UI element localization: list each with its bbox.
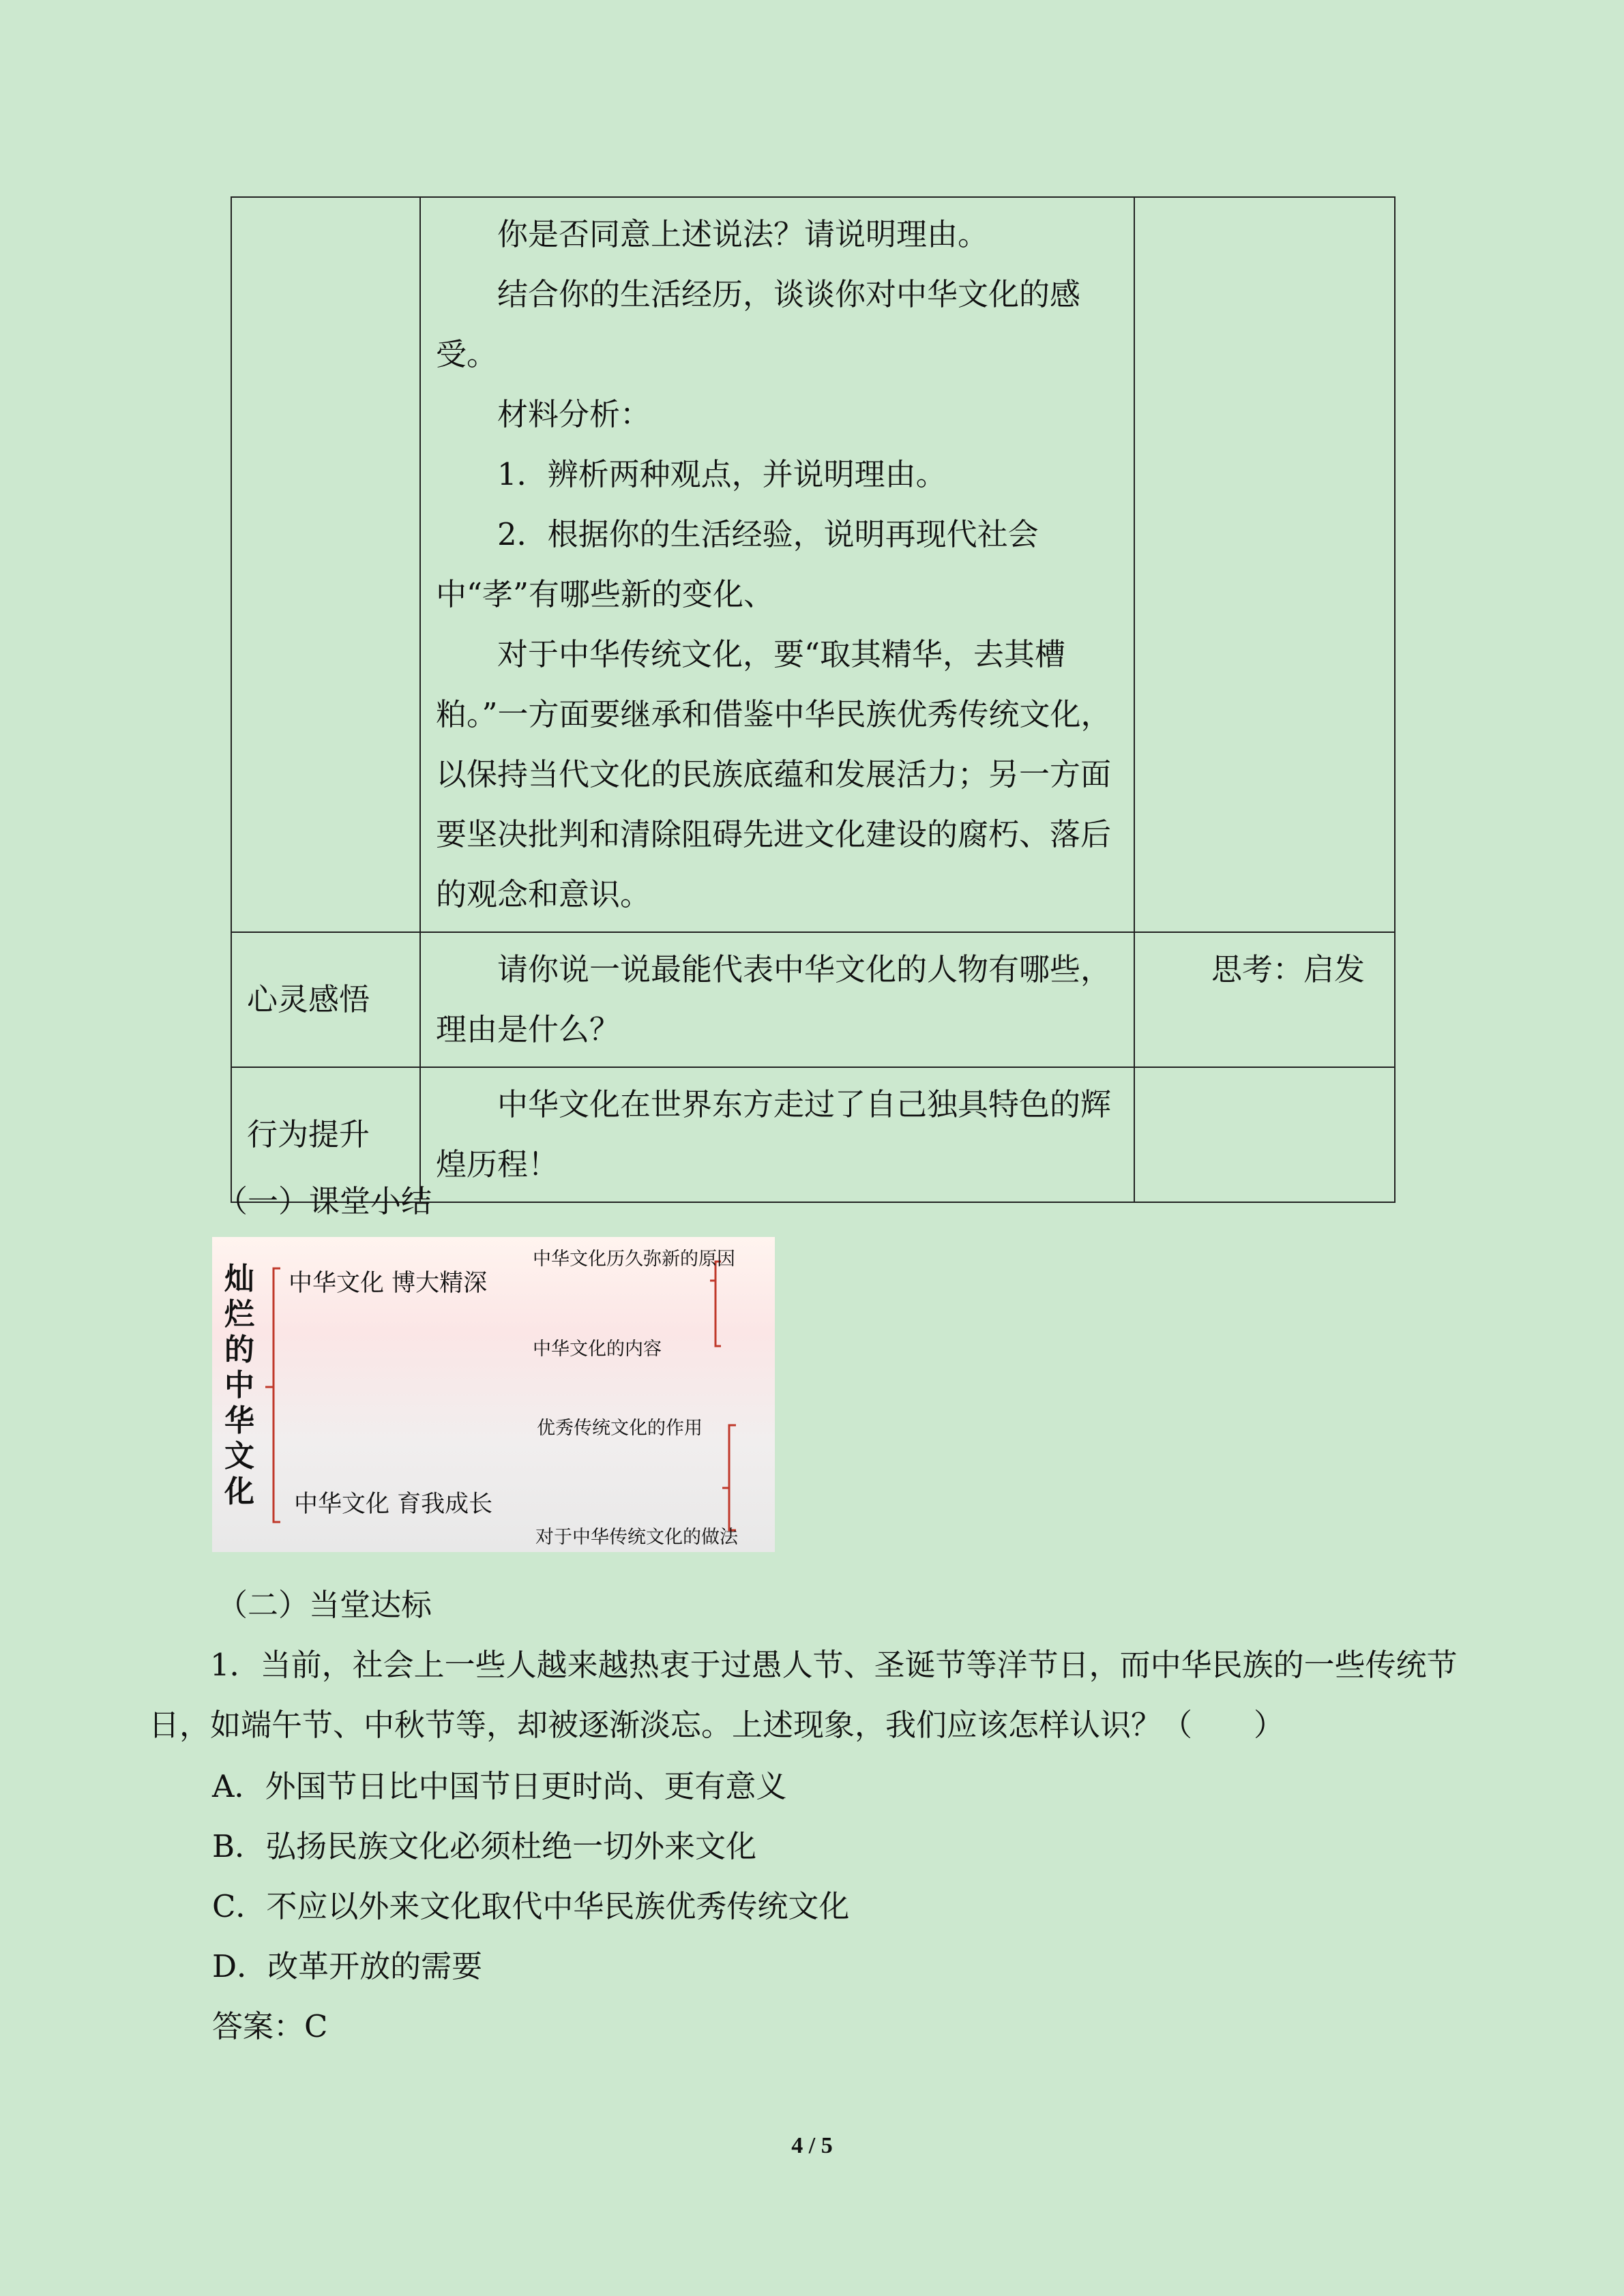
diagram-branch-label: 中华文化 育我成长 xyxy=(294,1491,493,1518)
answer: 答案：C xyxy=(212,2008,328,2044)
diagram-branch-label: 中华文化 博大精深 xyxy=(289,1270,488,1297)
diagram-leaf: 优秀传统文化的作用 xyxy=(537,1418,703,1439)
option-b: B．弘扬民族文化必须杜绝一切外来文化 xyxy=(212,1828,757,1864)
diagram-leaf: 中华文化历久弥新的原因 xyxy=(533,1249,735,1270)
paragraph: 结合你的生活经历，谈谈你对中华文化的感受。 xyxy=(436,276,1081,372)
summary-diagram xyxy=(212,1237,775,1552)
option-d: D．改革开放的需要 xyxy=(212,1948,483,1984)
option-a: A．外国节日比中国节日更时尚、更有意义 xyxy=(212,1768,787,1804)
section-heading: （一）课堂小结 xyxy=(217,1183,432,1219)
question-stem: 1．当前，社会上一些人越来越热衷于过愚人节、圣诞节等洋节日，而中华民族的一些传统节日，如端午节、中秋节等，却被逐渐淡忘。上述现象，我们应该怎样认识？（ ） xyxy=(149,1647,1458,1743)
table-row xyxy=(231,932,1395,1067)
row-note-cell: 思考：启发 xyxy=(1134,932,1395,1067)
paragraph: 1．辨析两种观点，并说明理由。 xyxy=(497,456,947,492)
paragraph: 对于中华传统文化，要“取其精华，去其槽粕。”一方面要继承和借鉴中华民族优秀传统文化，以保持当代文化的民族底蕴和发展活力；另一方面要坚决批判和清除阻碍先进文化建设的腐朽、落后的观念和意识。 xyxy=(436,636,1112,912)
paragraph: 2．根据你的生活经验，说明再现代社会中“孝”有哪些新的变化、 xyxy=(436,516,1039,612)
paragraph: 材料分析： xyxy=(497,396,651,432)
row-label-cell: 行为提升 xyxy=(231,1067,420,1202)
row-content-cell xyxy=(420,197,1134,932)
row-note-cell xyxy=(1134,1067,1395,1202)
lesson-table xyxy=(231,196,1396,1203)
paragraph: 你是否同意上述说法？请说明理由。 xyxy=(497,216,989,252)
row-label-cell: 心灵感悟 xyxy=(231,932,420,1067)
row-content-cell xyxy=(420,1067,1134,1202)
row-note-cell xyxy=(1134,197,1395,932)
diagram-root: 灿烂的中华文化 xyxy=(224,1262,254,1509)
paragraph: 中华文化在世界东方走过了自己独具特色的辉煌历程！ xyxy=(436,1086,1112,1182)
page-number: 4 / 5 xyxy=(791,2133,833,2158)
section-heading: （二）当堂达标 xyxy=(217,1587,432,1623)
diagram-leaf: 对于中华传统文化的做法 xyxy=(535,1527,738,1548)
option-c: C．不应以外来文化取代中华民族优秀传统文化 xyxy=(212,1888,850,1924)
paragraph: 请你说一说最能代表中华文化的人物有哪些，理由是什么？ xyxy=(436,951,1112,1047)
table-row xyxy=(231,197,1395,932)
row-content-cell xyxy=(420,932,1134,1067)
row-label-cell xyxy=(231,197,420,932)
diagram-leaf: 中华文化的内容 xyxy=(533,1339,662,1360)
